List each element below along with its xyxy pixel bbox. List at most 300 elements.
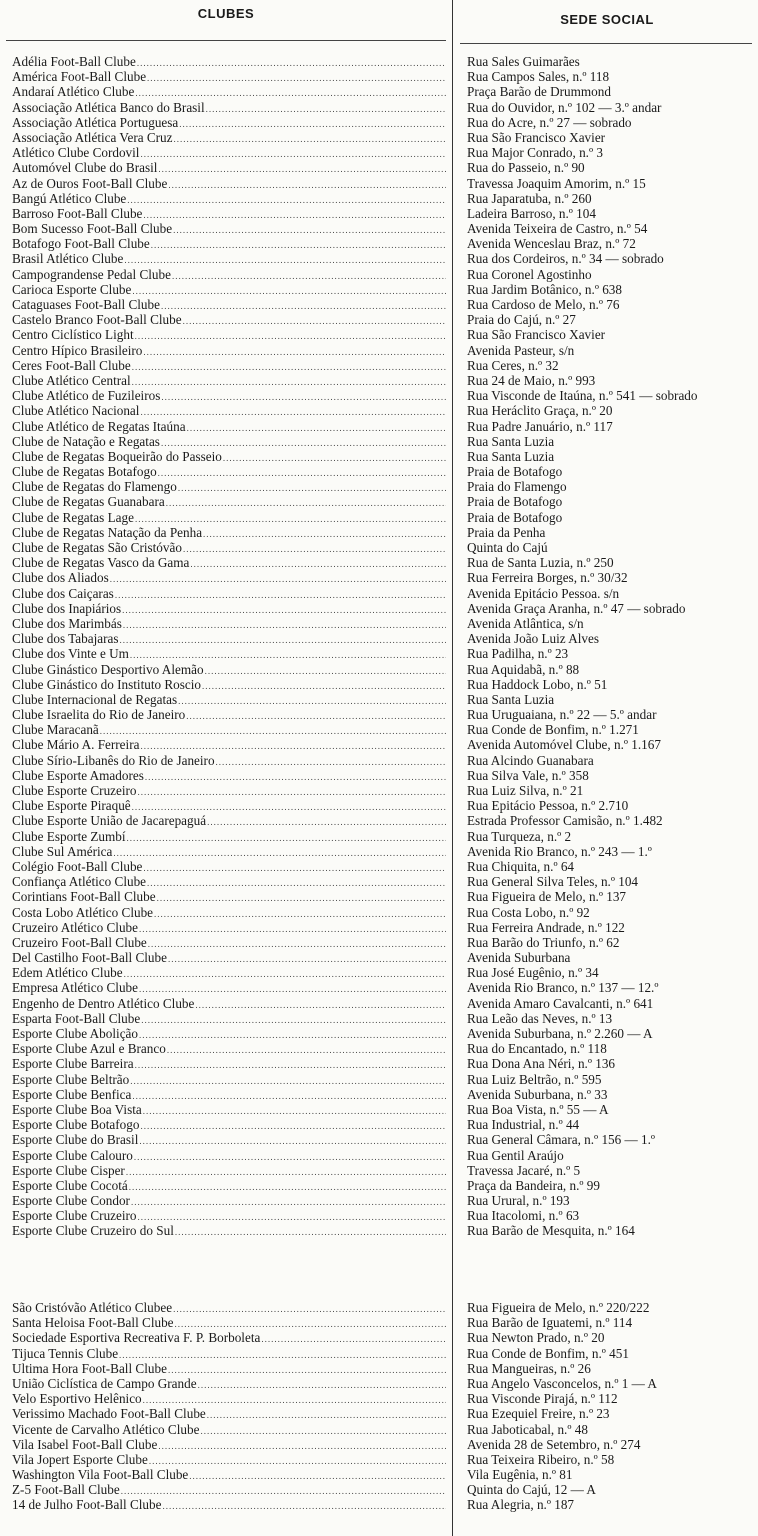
dot-leader: [178, 481, 446, 494]
club-row: [12, 1132, 446, 1147]
club-row: [12, 996, 446, 1011]
club-row: [12, 950, 446, 965]
club-row: [12, 1193, 446, 1208]
club-name: Clube Atlético de Regatas Itaúna: [12, 418, 186, 434]
club-row: [12, 1467, 446, 1482]
club-row: [12, 662, 446, 677]
dot-leader: [183, 314, 446, 327]
address-row: Rua Jaboticabal, n.º 48: [467, 1421, 588, 1437]
dot-leader: [216, 755, 446, 768]
address-row: Rua Barão de Iguatemi, n.º 114: [467, 1315, 633, 1331]
club-name: Botafogo Foot-Ball Clube: [12, 236, 150, 252]
club-row: [12, 1087, 446, 1102]
club-row: [12, 874, 446, 889]
club-name: Clube Sul América: [12, 843, 113, 859]
club-name: Esporte Clube Cocotá: [12, 1177, 128, 1193]
club-row: [12, 813, 446, 828]
address-row: Rua Boa Vista, n.º 55 — A: [467, 1101, 609, 1117]
club-row: [12, 221, 446, 236]
club-row: [12, 130, 446, 145]
club-row: [12, 1482, 446, 1497]
dot-leader: [120, 633, 446, 646]
address-row: Rua Padre Januário, n.º 117: [467, 418, 613, 434]
dot-leader: [168, 178, 446, 191]
address-row: Rua Coronel Agostinho: [467, 266, 592, 282]
dot-leader: [145, 770, 446, 783]
club-row: [12, 69, 446, 84]
club-row: [12, 1406, 446, 1421]
address-row: Rua do Acre, n.º 27 — sobrado: [467, 114, 632, 130]
dot-leader: [172, 269, 446, 282]
dot-leader: [143, 345, 446, 358]
dot-leader: [206, 102, 446, 115]
dot-leader: [190, 557, 446, 570]
sede-social-header: SEDE SOCIAL: [560, 12, 654, 27]
dot-leader: [223, 451, 446, 464]
address-row: Avenida Suburbana: [467, 950, 571, 966]
dot-leader: [147, 71, 446, 84]
club-name: Clube de Regatas São Cristóvão: [12, 540, 182, 555]
club-row: [12, 236, 446, 251]
dot-leader: [132, 1089, 446, 1102]
club-name: Edem Atlético Clube: [12, 965, 123, 981]
club-row: [12, 145, 446, 160]
club-row: [12, 1361, 446, 1376]
club-row: [12, 1315, 446, 1330]
address-row: Rua Barão de Mesquita, n.º 164: [467, 1223, 635, 1239]
dot-leader: [168, 1363, 446, 1376]
dot-leader: [173, 223, 446, 236]
address-row: Avenida Suburbana, n.º 33: [467, 1086, 608, 1102]
club-name: Associação Atlética Banco do Brasil: [12, 99, 205, 115]
club-name: 14 de Julho Foot-Ball Clube: [12, 1497, 162, 1513]
column-divider: [452, 0, 453, 1536]
club-row: [12, 54, 446, 69]
address-row: Avenida Wenceslau Braz, n.º 72: [467, 236, 636, 252]
club-row: [12, 935, 446, 950]
address-row: Rua Visconde de Itaúna, n.º 541 — sobrado: [467, 388, 698, 404]
club-row: [12, 115, 446, 130]
club-row: [12, 980, 446, 995]
club-row: [12, 434, 446, 449]
club-name: Clube Esporte Cruzeiro: [12, 783, 137, 798]
club-name: Esparta Foot-Ball Clube: [12, 1010, 141, 1026]
club-name: Esporte Clube do Brasil: [12, 1132, 139, 1148]
club-row: [12, 737, 446, 752]
club-row: [12, 783, 446, 798]
club-row: [12, 677, 446, 692]
dot-leader: [143, 1393, 446, 1406]
dot-leader: [186, 709, 446, 722]
address-row: Rua General Silva Teles, n.º 104: [467, 874, 639, 890]
club-name: Vila Jopert Esporte Clube: [12, 1451, 148, 1467]
club-name: Atlético Clube Cordovil: [12, 145, 140, 161]
club-name: Esporte Clube Condor: [12, 1193, 130, 1209]
club-row: [12, 297, 446, 312]
club-row: [12, 707, 446, 722]
dot-leader: [148, 937, 446, 950]
club-name: Clube de Regatas Natação da Penha: [12, 524, 203, 540]
club-name: Ultima Hora Foot-Ball Clube: [12, 1360, 167, 1376]
club-name: Esporte Clube Cisper: [12, 1162, 125, 1178]
club-name: Santa Heloisa Foot-Ball Clube: [12, 1315, 174, 1331]
club-row: [12, 464, 446, 479]
club-name: Empresa Atlético Clube: [12, 980, 138, 996]
club-name: Clube de Natação e Regatas: [12, 433, 160, 449]
club-row: [12, 267, 446, 282]
dot-leader: [135, 329, 446, 342]
club-name: Cruzeiro Atlético Clube: [12, 919, 138, 935]
address-row: Praia de Botafogo: [467, 509, 563, 525]
address-row: Rua Conde de Bonfim, n.º 1.271: [467, 722, 639, 738]
address-row: Ladeira Barroso, n.º 104: [467, 205, 596, 221]
dot-leader: [137, 56, 446, 69]
dot-leader: [173, 1302, 446, 1315]
dot-leader: [129, 1180, 446, 1193]
address-row: Rua Urural, n.º 193: [467, 1193, 570, 1209]
club-row: [12, 494, 446, 509]
club-row: [12, 1117, 446, 1132]
address-row: Rua do Passeio, n.º 90: [467, 160, 585, 176]
club-name: Confiança Atlético Clube: [12, 874, 147, 890]
address-row: Rua dos Cordeiros, n.º 34 — sobrado: [467, 251, 664, 267]
dot-leader: [207, 815, 446, 828]
dot-leader: [167, 1043, 446, 1056]
club-row: [12, 206, 446, 221]
address-row: Rua Alegria, n.º 187: [467, 1497, 575, 1513]
club-name: Clube Atlético de Fuzileiros: [12, 388, 161, 404]
club-name: Corintians Foot-Ball Clube: [12, 889, 156, 905]
club-row: [12, 525, 446, 540]
club-name: Associação Atlética Portuguesa: [12, 114, 179, 130]
club-row: [12, 646, 446, 661]
club-name: Campograndense Pedal Clube: [12, 266, 171, 282]
club-row: [12, 1422, 446, 1437]
club-name: Clube de Regatas Vasco da Gama: [12, 555, 190, 571]
club-row: [12, 753, 446, 768]
address-row: Rua Japaratuba, n.º 260: [467, 190, 592, 206]
dot-leader: [261, 1332, 446, 1345]
club-name: Az de Ouros Foot-Ball Clube: [12, 175, 168, 191]
club-row: [12, 403, 446, 418]
dot-leader: [140, 147, 446, 160]
dot-leader: [139, 982, 446, 995]
dot-leader: [138, 785, 446, 798]
club-row: [12, 510, 446, 525]
dot-leader: [100, 724, 446, 737]
dot-leader: [140, 405, 446, 418]
dot-leader: [147, 876, 446, 889]
club-name: Z-5 Foot-Ball Clube: [12, 1482, 120, 1498]
club-row: [12, 798, 446, 813]
club-row: [12, 176, 446, 191]
address-row: Rua Aquidabã, n.º 88: [467, 661, 580, 677]
club-name: Tijuca Tennis Clube: [12, 1345, 119, 1361]
address-row: Rua São Francisco Xavier: [467, 327, 606, 343]
club-name: Esporte Clube Barreira: [12, 1056, 134, 1072]
address-row: Travessa Joaquim Amorim, n.º 15: [467, 175, 646, 191]
club-name: Clube Ginástico do Instituto Roscio: [12, 676, 202, 692]
club-row: [12, 555, 446, 570]
club-name: Esporte Clube Beltrão: [12, 1071, 130, 1087]
address-row: Avenida 28 de Setembro, n.º 274: [467, 1436, 641, 1452]
dot-leader: [140, 739, 446, 752]
dot-leader: [132, 800, 446, 813]
club-row: [12, 1056, 446, 1071]
dot-leader: [122, 603, 446, 616]
club-name: Clube Esporte Amadores: [12, 767, 144, 783]
dot-leader: [166, 496, 446, 509]
address-row: Rua Sales Guimarães: [467, 54, 580, 69]
club-row: [12, 692, 446, 707]
club-row: [12, 631, 446, 646]
club-row: [12, 84, 446, 99]
club-name: Clube de Regatas Botafogo: [12, 464, 157, 480]
club-row: [12, 327, 446, 342]
dot-leader: [149, 1454, 446, 1467]
club-row: [12, 100, 446, 115]
dot-leader: [203, 527, 446, 540]
dot-leader: [119, 1348, 446, 1361]
dot-leader: [151, 238, 446, 251]
address-row: Rua Silva Vale, n.º 358: [467, 767, 589, 783]
club-row: [12, 1452, 446, 1467]
club-name: Esporte Clube Cruzeiro: [12, 1208, 137, 1224]
club-name: Associação Atlética Vera Cruz: [12, 129, 173, 145]
address-row: Rua 24 de Maio, n.º 993: [467, 372, 596, 388]
address-row: Rua Angelo Vasconcelos, n.º 1 — A: [467, 1375, 657, 1391]
dot-leader: [143, 861, 446, 874]
club-row: [12, 722, 446, 737]
address-row: Avenida Rio Branco, n.º 243 — 1.º: [467, 843, 652, 859]
club-name: Cruzeiro Foot-Ball Clube: [12, 934, 147, 950]
dot-leader: [183, 542, 446, 555]
club-row: [12, 601, 446, 616]
address-row: Quinta do Cajú: [467, 540, 548, 555]
club-name: Centro Hípico Brasileiro: [12, 342, 143, 358]
dot-leader: [207, 1408, 446, 1421]
club-row: [12, 160, 446, 175]
dot-leader: [130, 648, 446, 661]
club-name: Esporte Clube Calouro: [12, 1147, 133, 1163]
address-row: Avenida Atlântica, s/n: [467, 615, 584, 631]
club-name: Barroso Foot-Ball Clube: [12, 205, 143, 221]
address-row: Rua Visconde Pirajá, n.º 112: [467, 1391, 618, 1407]
club-name: Clube Maracanã: [12, 722, 99, 738]
address-row: Rua Newton Prado, n.º 20: [467, 1330, 605, 1346]
address-row: Rua Figueira de Melo, n.º 137: [467, 889, 627, 905]
address-row: Rua Dona Ana Néri, n.º 136: [467, 1056, 616, 1072]
address-row: Rua Turqueza, n.º 2: [467, 828, 572, 844]
address-row: Praia de Botafogo: [467, 464, 563, 480]
address-row: Avenida João Luiz Alves: [467, 631, 599, 647]
club-row: [12, 1011, 446, 1026]
address-row: Rua Conde de Bonfim, n.º 451: [467, 1345, 629, 1361]
dot-leader: [175, 1225, 446, 1238]
club-name: Colégio Foot-Ball Clube: [12, 858, 143, 874]
dot-leader: [127, 193, 446, 206]
club-row: [12, 1437, 446, 1452]
dot-leader: [179, 117, 446, 130]
header-rule-right: [460, 43, 752, 44]
dot-leader: [132, 284, 446, 297]
club-name: Clube Atlético Nacional: [12, 403, 140, 419]
club-name: São Cristóvão Atlético Clubee: [12, 1300, 173, 1315]
dot-leader: [143, 208, 446, 221]
club-row: [12, 570, 446, 585]
club-name: Ceres Foot-Ball Clube: [12, 357, 131, 373]
dot-leader: [135, 1058, 446, 1071]
dot-leader: [162, 1499, 446, 1512]
dot-leader: [161, 390, 446, 403]
club-name: Clube de Regatas do Flamengo: [12, 479, 177, 495]
address-row: Rua Alcindo Guanabara: [467, 752, 594, 768]
dot-leader: [157, 891, 446, 904]
address-row: Rua do Encantado, n.º 118: [467, 1041, 607, 1057]
dot-leader: [178, 694, 446, 707]
dot-leader: [140, 1119, 446, 1132]
club-row: [12, 373, 446, 388]
club-name: Vila Isabel Foot-Ball Clube: [12, 1436, 158, 1452]
club-row: [12, 829, 446, 844]
club-name: Sociedade Esportiva Recreativa F. P. Borboleta: [12, 1330, 261, 1346]
address-row: Rua Santa Luzia: [467, 691, 555, 707]
club-row: [12, 889, 446, 904]
club-name: Clube dos Aliados: [12, 570, 109, 586]
club-row: [12, 191, 446, 206]
address-row: Praça Barão de Drummond: [467, 84, 611, 100]
address-row: Praia do Flamengo: [467, 479, 567, 495]
address-row: Avenida Amaro Cavalcanti, n.º 641: [467, 995, 654, 1011]
club-name: Adélia Foot-Ball Clube: [12, 54, 136, 69]
club-name: Clube dos Inapiários: [12, 600, 122, 616]
dot-leader: [139, 922, 446, 935]
club-name: Cataguases Foot-Ball Clube: [12, 297, 160, 312]
club-row: [12, 479, 446, 494]
address-row: Rua Santa Luzia: [467, 448, 555, 464]
address-row: Rua Ferreira Borges, n.º 30/32: [467, 570, 628, 586]
address-row: Rua Luiz Beltrão, n.º 595: [467, 1071, 602, 1087]
address-row: Rua Jardim Botânico, n.º 638: [467, 281, 622, 297]
club-name: Clube dos Marimbás: [12, 615, 122, 631]
club-row: [12, 920, 446, 935]
club-name: Bangú Atlético Clube: [12, 190, 127, 206]
dot-leader: [161, 299, 446, 312]
club-name: Vicente de Carvalho Atlético Clube: [12, 1421, 200, 1437]
dot-leader: [110, 572, 446, 585]
dot-leader: [130, 1074, 446, 1087]
address-row: Rua Haddock Lobo, n.º 51: [467, 676, 608, 692]
dot-leader: [189, 1469, 446, 1482]
club-list-group-2: [12, 1300, 446, 1513]
address-row: Rua Costa Lobo, n.º 92: [467, 904, 590, 920]
club-name: Clube dos Tabajaras: [12, 631, 119, 647]
club-name: Washington Vila Foot-Ball Clube: [12, 1467, 189, 1483]
club-name: Velo Esportivo Helênico: [12, 1391, 142, 1407]
address-row: Praia do Cajú, n.º 27: [467, 312, 576, 328]
address-row: Rua Heráclito Graça, n.º 20: [467, 403, 613, 419]
dot-leader: [135, 512, 446, 525]
club-name: Centro Ciclístico Light: [12, 327, 134, 343]
address-row: Rua Luiz Silva, n.º 21: [467, 783, 584, 798]
dot-leader: [158, 162, 446, 175]
address-row: Rua General Câmara, n.º 156 — 1.º: [467, 1132, 655, 1148]
club-name: Clube de Regatas Lage: [12, 509, 134, 525]
club-name: Clube Esporte Piraquê: [12, 798, 131, 814]
dot-leader: [187, 421, 446, 434]
club-row: [12, 965, 446, 980]
club-row: [12, 1208, 446, 1223]
address-row: Avenida Graça Aranha, n.º 47 — sobrado: [467, 600, 686, 616]
club-name: Verissimo Machado Foot-Ball Clube: [12, 1406, 206, 1422]
club-row: [12, 768, 446, 783]
club-row: [12, 343, 446, 358]
address-row: Rua José Eugênio, n.º 34: [467, 965, 599, 981]
address-row: Rua Barão do Triunfo, n.º 62: [467, 934, 620, 950]
address-row: Rua Gentil Araújo: [467, 1147, 564, 1163]
club-name: Brasil Atlético Clube: [12, 251, 124, 267]
club-name: Clube Ginástico Desportivo Alemão: [12, 661, 204, 677]
address-row: Avenida Teixeira de Castro, n.º 54: [467, 221, 648, 237]
address-row: Praça da Bandeira, n.º 99: [467, 1177, 600, 1193]
dot-leader: [132, 375, 446, 388]
club-name: Andaraí Atlético Clube: [12, 84, 135, 100]
address-row: Rua Figueira de Melo, n.º 220/222: [467, 1300, 650, 1315]
club-row: [12, 1391, 446, 1406]
address-row: Rua Industrial, n.º 44: [467, 1117, 580, 1133]
club-name: Bom Sucesso Foot-Ball Clube: [12, 221, 173, 237]
club-row: [12, 905, 446, 920]
dot-leader: [127, 831, 446, 844]
club-row: [12, 586, 446, 601]
club-row: [12, 1497, 446, 1512]
address-row: Avenida Suburbana, n.º 2.260 — A: [467, 1026, 653, 1041]
club-name: Clube Internacional de Regatas: [12, 691, 178, 707]
club-name: Esporte Clube Benfica: [12, 1086, 132, 1102]
club-name: Del Castilho Foot-Ball Clube: [12, 950, 167, 966]
dot-leader: [131, 1195, 446, 1208]
address-row: Rua Major Conrado, n.º 3: [467, 145, 603, 161]
club-name: Esporte Clube Botafogo: [12, 1117, 140, 1133]
club-name: Costa Lobo Atlético Clube: [12, 904, 154, 920]
dot-leader: [202, 679, 446, 692]
club-row: [12, 1163, 446, 1178]
address-row: Rua Ferreira Andrade, n.º 122: [467, 919, 625, 935]
club-name: Esporte Clube Azul e Branco: [12, 1041, 166, 1057]
club-name: Automóvel Clube do Brasil: [12, 160, 158, 176]
club-row: [12, 1148, 446, 1163]
club-row: [12, 1026, 446, 1041]
address-row: Rua Epitácio Pessoa, n.º 2.710: [467, 798, 629, 814]
club-name: Esporte Clube Abolição: [12, 1026, 138, 1041]
address-row: Rua Mangueiras, n.º 26: [467, 1360, 591, 1376]
address-row: Praia da Penha: [467, 524, 546, 540]
club-name: Clube de Regatas Guanabara: [12, 494, 165, 510]
club-name: Clube Esporte Zumbí: [12, 828, 126, 844]
address-row: Quinta do Cajú, 12 — A: [467, 1482, 596, 1498]
address-row: Rua Cardoso de Melo, n.º 76: [467, 297, 620, 312]
club-row: [12, 1072, 446, 1087]
dot-leader: [113, 846, 446, 859]
club-name: Clube Sírio-Libanês do Rio de Janeiro: [12, 752, 215, 768]
dot-leader: [138, 1210, 446, 1223]
header-rule-left: [6, 40, 446, 41]
dot-leader: [168, 952, 446, 965]
address-row: Rua Ceres, n.º 32: [467, 357, 559, 373]
club-row: [12, 1102, 446, 1117]
dot-leader: [126, 1165, 446, 1178]
address-row: Vila Eugênia, n.º 81: [467, 1467, 573, 1483]
